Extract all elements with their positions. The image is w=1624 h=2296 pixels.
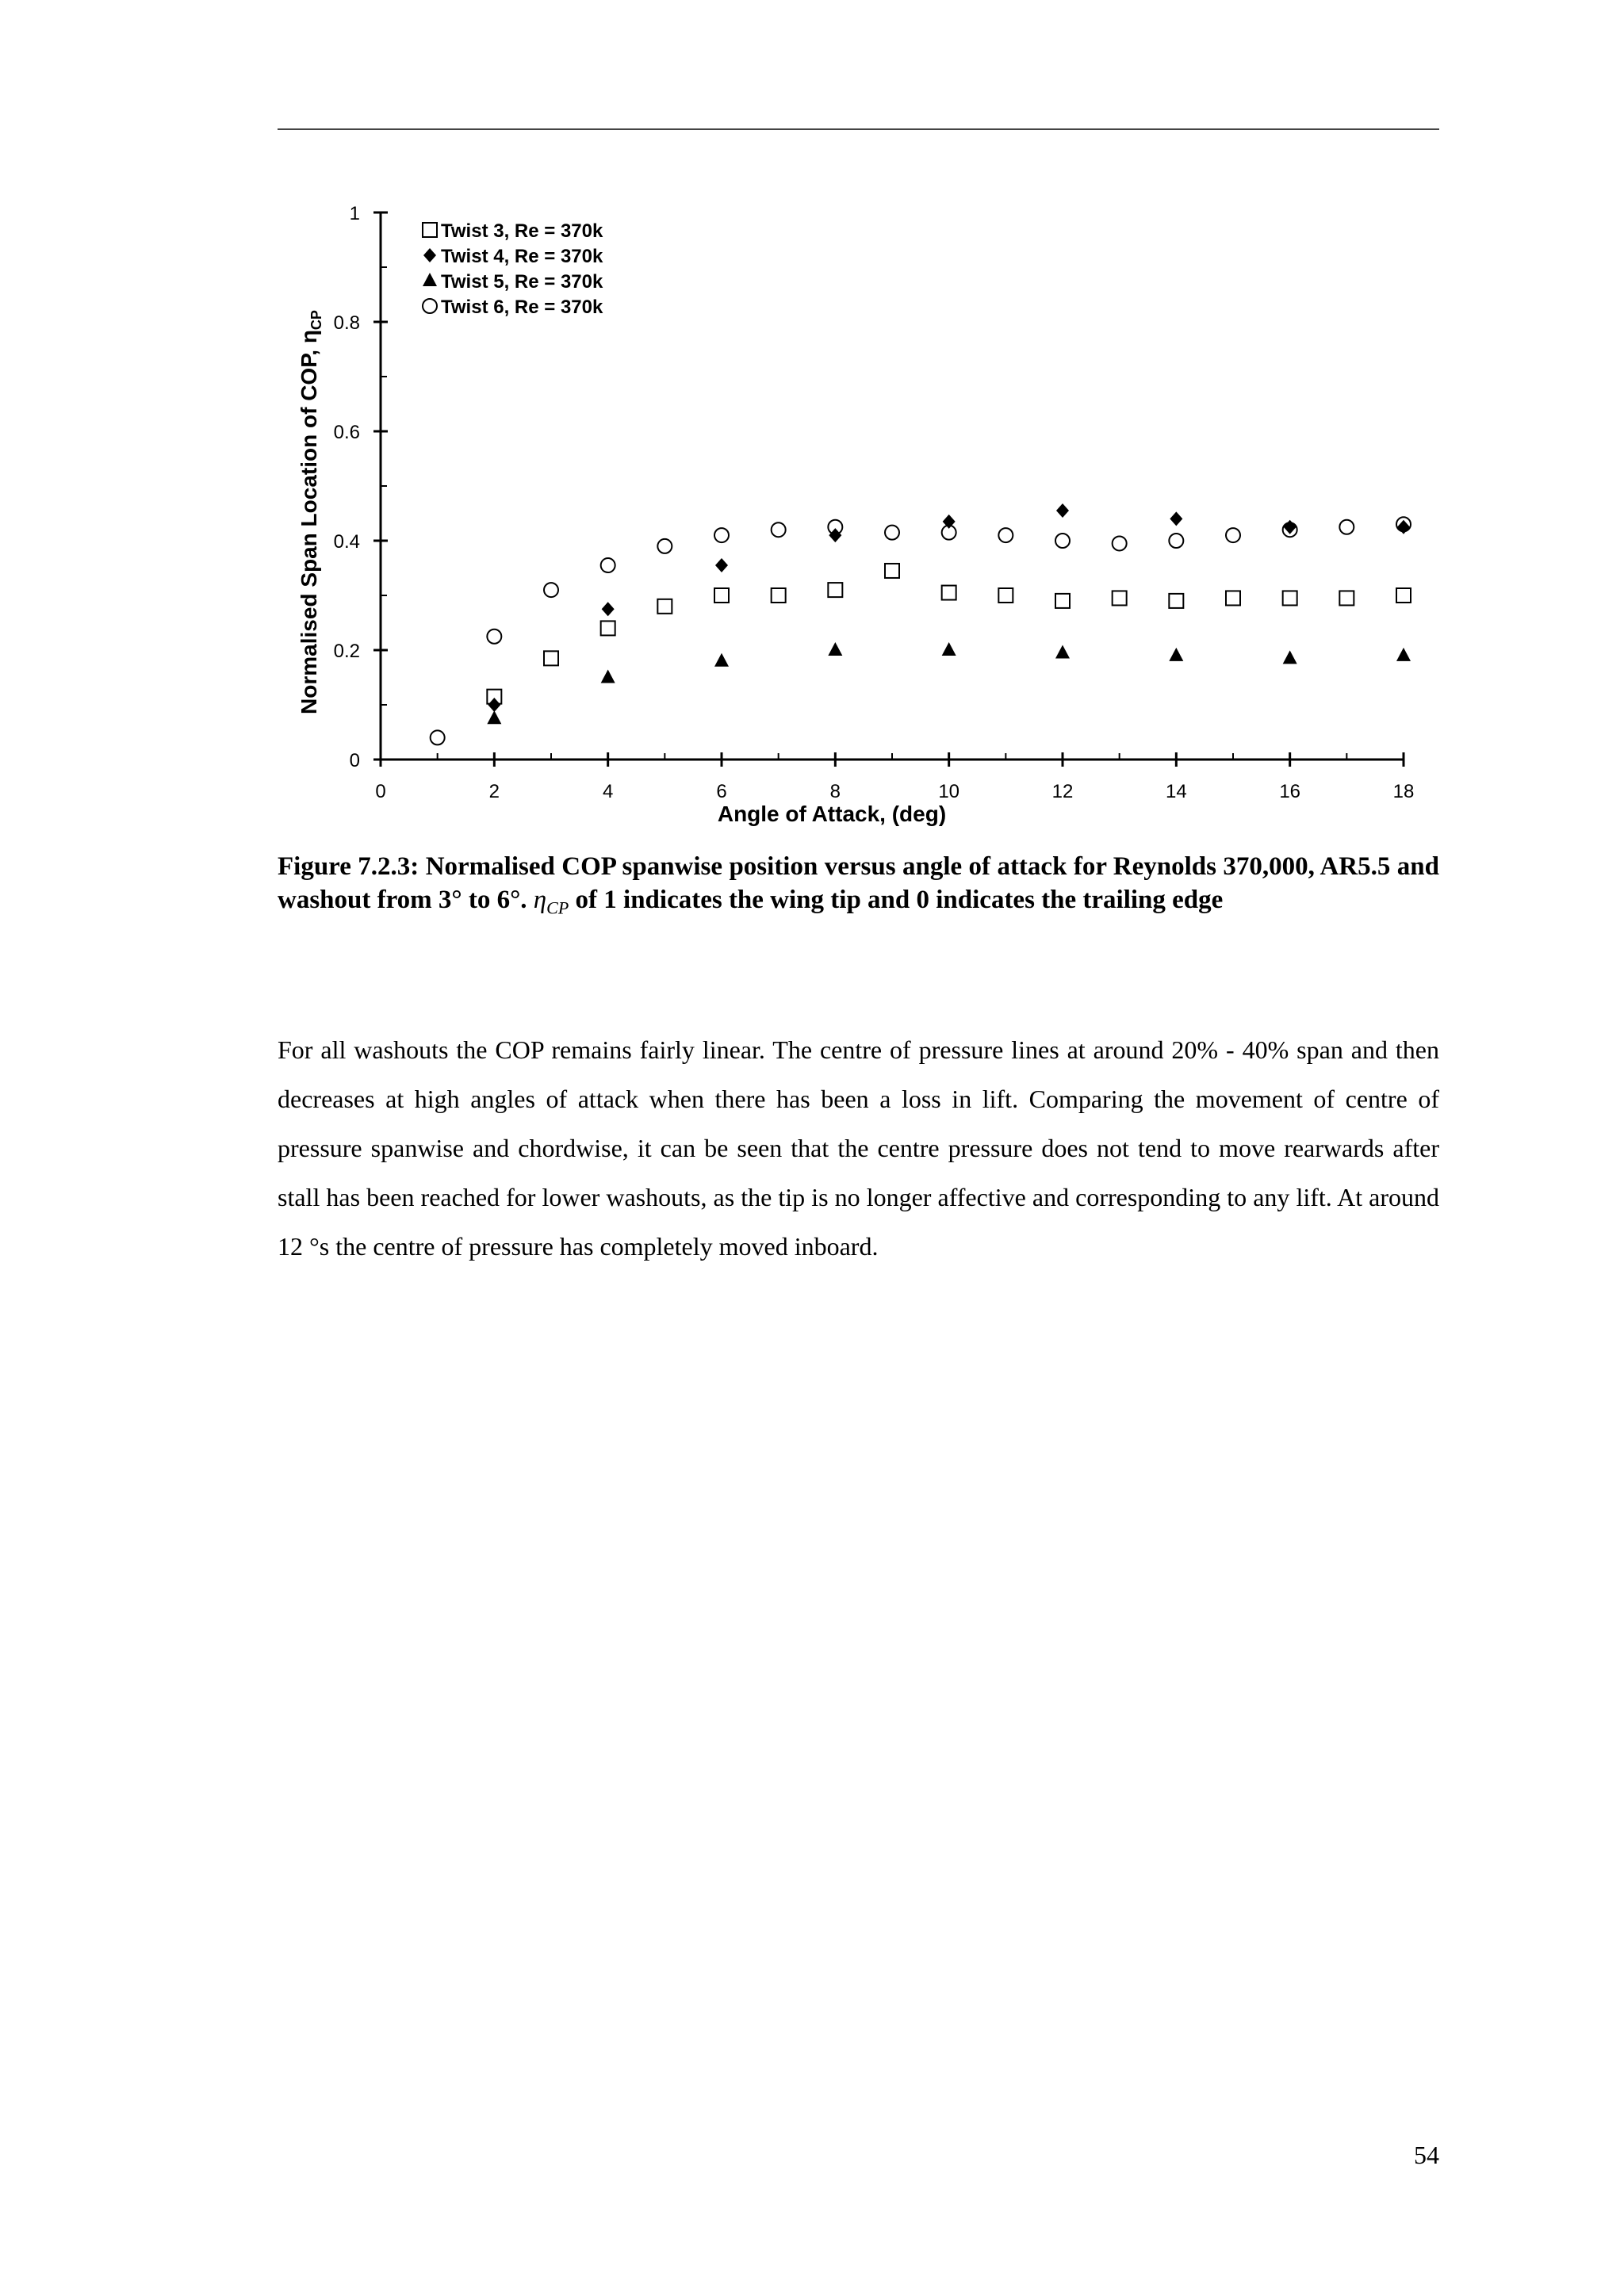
data-point-filled-triangle: [1396, 648, 1411, 661]
data-point-open-circle: [431, 730, 445, 744]
data-point-open-circle: [487, 629, 501, 644]
data-point-open-circle: [1113, 536, 1127, 550]
y-tick-label: 0.2: [333, 641, 360, 662]
x-tick-label: 6: [716, 781, 727, 802]
data-point-open-square: [714, 588, 729, 603]
data-point-open-square: [1396, 588, 1411, 603]
legend-label: Twist 4, Re = 370k: [441, 246, 603, 267]
caption-label: Figure 7.2.3:: [278, 852, 419, 881]
chart-ticks: [334, 203, 1415, 802]
data-point-open-square: [657, 599, 672, 614]
caption-text-part-2: of 1 indicates the wing tip and 0 indicates the trailing edge: [575, 886, 1224, 914]
data-point-open-circle: [601, 558, 615, 572]
x-tick-label: 18: [1392, 781, 1415, 802]
data-point-open-circle: [544, 583, 558, 597]
page-number: 54: [1414, 2141, 1439, 2169]
y-tick-label: 0.6: [333, 422, 360, 443]
data-point-open-square: [601, 621, 615, 635]
chart-legend: [423, 220, 603, 318]
caption-math-symbol: η: [533, 886, 547, 914]
body-paragraph: For all washouts the COP remains fairly linear. The centre of pressure lines at around 20% - 40% span and then decreases at high angles of attack when there has been a loss in lift. Comparing the movement of centre of pressure spanwise and chordwise, it can be seen that the centre pressure does not tend to move rearwards after stall has been reached for lower washouts, as the tip is no longer affective and corresponding to any lift. At around 12 °s the centre of pressure has completely moved inboard.: [278, 1035, 1439, 1261]
figure-caption: [278, 850, 1439, 925]
x-tick-label: 8: [829, 781, 841, 802]
data-point-open-square: [1113, 591, 1127, 605]
data-point-filled-triangle: [1055, 645, 1070, 658]
data-point-open-square: [1055, 594, 1070, 608]
data-point-open-circle: [998, 528, 1013, 542]
data-point-open-square: [772, 588, 786, 603]
x-tick-label: 4: [602, 781, 614, 802]
y-axis-label: [297, 310, 324, 714]
data-point-open-circle: [1169, 534, 1183, 548]
x-tick-label: 14: [1165, 781, 1187, 802]
cop-spanwise-chart: [0, 0, 1624, 848]
data-point-filled-triangle: [487, 710, 501, 724]
data-point-open-square: [1339, 591, 1354, 605]
data-point-open-circle: [772, 522, 786, 537]
x-tick-label: 10: [938, 781, 960, 802]
x-tick-label: 16: [1279, 781, 1301, 802]
data-point-open-square: [885, 564, 899, 578]
x-axis-label: Angle of Attack, (deg): [717, 802, 947, 826]
data-point-open-square: [998, 588, 1013, 603]
data-point-open-square: [828, 583, 842, 597]
caption-math-eta: [533, 886, 569, 918]
data-point-filled-diamond: [1170, 511, 1182, 526]
y-axis-label-text: Normalised Span Location of COP, η: [297, 330, 321, 714]
legend-label: Twist 5, Re = 370k: [441, 271, 603, 293]
data-point-open-circle: [714, 528, 729, 542]
chart-axes: [381, 212, 1404, 760]
data-point-open-square: [942, 586, 956, 600]
x-tick-label: 2: [488, 781, 500, 802]
data-point-open-circle: [1339, 520, 1354, 534]
legend-marker-filled-triangle: [423, 273, 437, 286]
data-point-open-square: [1169, 594, 1183, 608]
data-point-filled-triangle: [714, 653, 729, 667]
y-tick-label: 0.8: [333, 312, 360, 334]
y-tick-label: 1: [349, 203, 360, 224]
data-point-filled-diamond: [1056, 503, 1069, 518]
legend-label: Twist 6, Re = 370k: [441, 297, 603, 318]
data-point-filled-triangle: [601, 670, 615, 683]
y-tick-label: 0: [349, 750, 360, 771]
data-point-open-square: [1283, 591, 1297, 605]
x-tick-label: 0: [375, 781, 386, 802]
data-point-filled-diamond: [829, 528, 841, 542]
data-point-filled-triangle: [1283, 650, 1297, 664]
legend-marker-filled-diamond: [423, 248, 436, 262]
legend-marker-open-square: [423, 223, 437, 237]
data-point-filled-diamond: [715, 558, 728, 572]
y-axis-label-subscript: CP: [308, 310, 324, 331]
data-point-open-circle: [1226, 528, 1240, 542]
chart-marks: [431, 503, 1411, 744]
caption-math-subscript: CP: [546, 897, 569, 918]
data-point-filled-triangle: [828, 642, 842, 656]
legend-marker-open-circle: [423, 299, 437, 313]
data-point-open-circle: [885, 526, 899, 540]
data-point-filled-triangle: [942, 642, 956, 656]
x-tick-label: 12: [1051, 781, 1074, 802]
data-point-open-square: [544, 651, 558, 665]
data-point-open-circle: [1055, 534, 1070, 548]
caption-text-part-1: Normalised COP spanwise position versus angle of attack for Reynolds 370,000, AR5.5 and washout from 3° to 6°.: [278, 852, 1440, 914]
data-point-filled-triangle: [1169, 648, 1183, 661]
legend-label: Twist 3, Re = 370k: [441, 220, 603, 242]
data-point-open-circle: [657, 539, 672, 553]
data-point-filled-diamond: [602, 602, 615, 616]
y-tick-label: 0.4: [333, 531, 360, 553]
data-point-open-square: [1226, 591, 1240, 605]
